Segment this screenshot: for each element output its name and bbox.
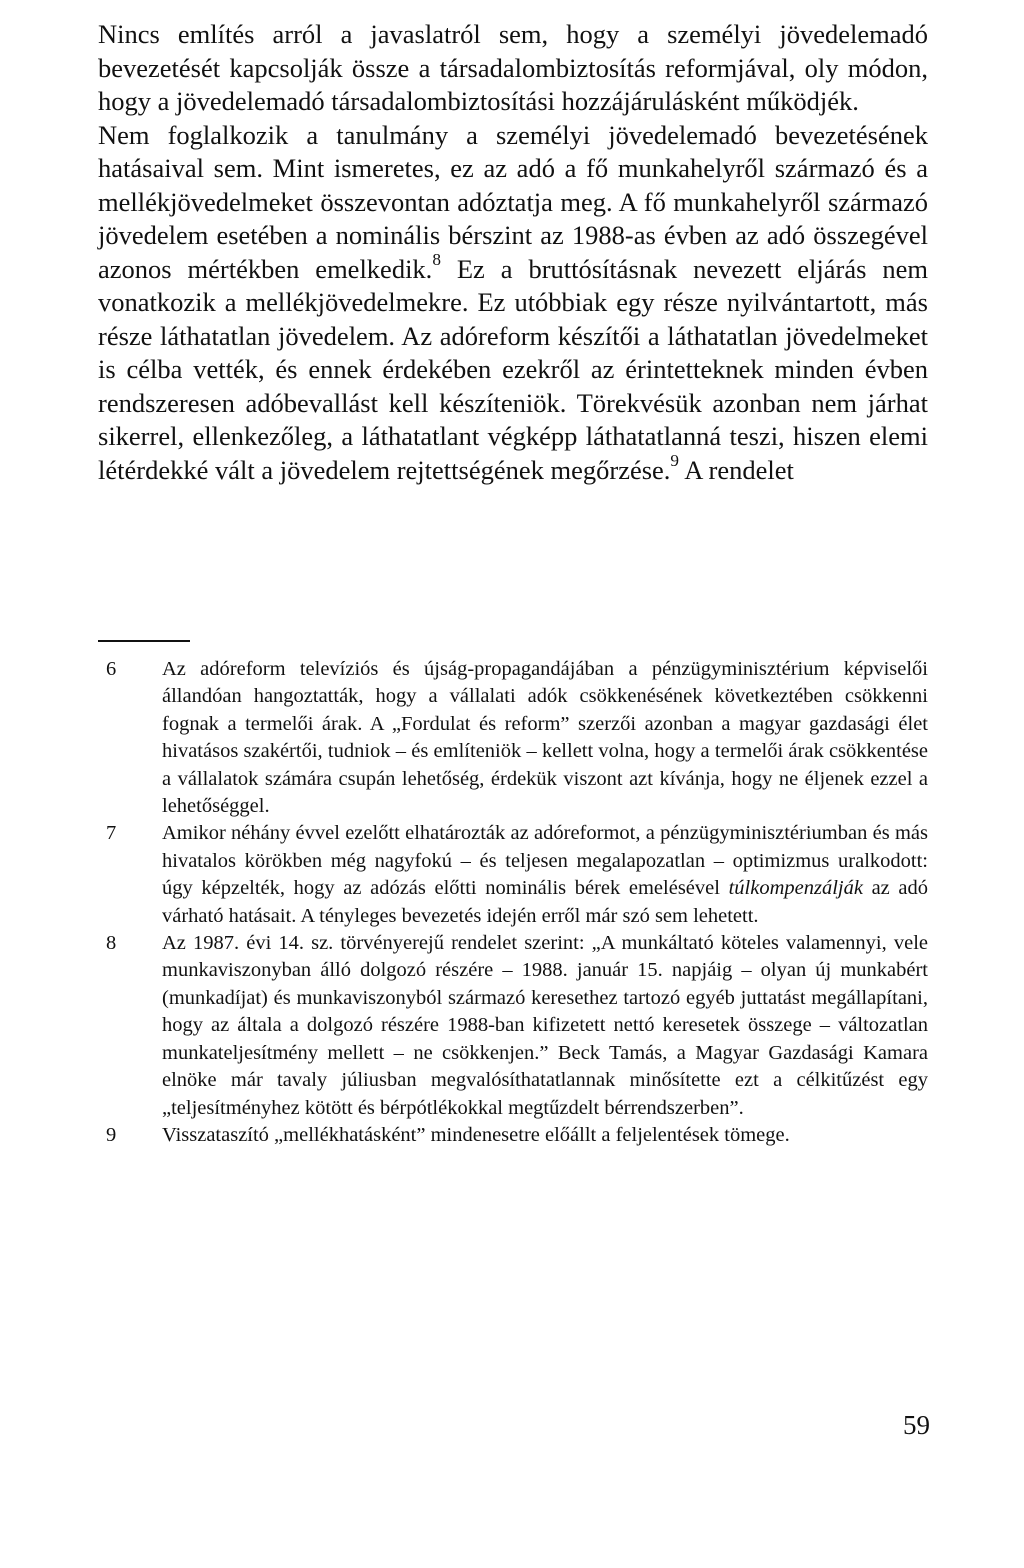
footnote-number: 7	[106, 822, 117, 845]
footnote-number: 8	[106, 932, 117, 955]
footnote-6	[98, 656, 928, 820]
main-text	[98, 18, 928, 487]
footnote-ref-9[interactable]: 9	[670, 451, 680, 471]
paragraph-1: Nincs említés arról a javaslatról sem, hogy a személyi jövedelemadó bevezetését kapcsolják össze a társadalombiztosítás reformjával, oly módon, hogy a jövedelemadó társadalombiztosítási hozzájárulásként működjék.	[98, 19, 928, 116]
page-number: 59	[903, 1410, 930, 1440]
footnote-7	[98, 820, 928, 930]
footnote-number: 6	[106, 658, 117, 680]
footnote-9	[98, 1122, 928, 1149]
footnote-separator	[98, 640, 190, 642]
paragraph-2: Nem foglalkozik a tanulmány a személyi jövedelemadó bevezetésének hatásaival sem. Mint ismeretes, ez az adó a fő munkahelyről származó és a mellékjövedelmeket összevontan adóztatja meg. A fő munkahelyről származó jövedelem esetében a nominális bérszint az 1988-as évben az adó összegével azonos mértékben emelkedik.$^8$ Ez a bruttósításnak nevezett eljárás nem vonatkozik a mellékjövedelmekre. Ez utóbbiak egy része nyilvántartott, más része láthatatlan jövedelem. Az adóreform készítői a láthatatlan jövedelmeket is célba vették, és ennek érdekében ezekről az érintetteknek minden évben rendszeresen adóbevallást kell készíteniök. Törekvésük azonban nem járhat sikerrel, ellenkezőleg, a láthatatlant végképp láthatatlanná teszi, hiszen elemi létérdekké vált a jövedelem rejtettségének megőrzése.$^9$ A rendelet	[98, 119, 929, 485]
footnotes	[98, 656, 928, 1149]
footnote-text: Visszataszító „mellékhatásként” mindenesetre előállt a feljelentések tömege.	[162, 1123, 790, 1146]
footnote-ref-8[interactable]: 8	[432, 250, 441, 270]
footnote-text: Amikor néhány évvel ezelőtt elhatározták az adóreformot, a pénzügyminisztériumban és más hivatalos körökben még nagyfokú – és teljesen megalapozatlan – optimizmus uralkodott: úgy képzelték, hogy az adózás előtti nominális bérek emelésével túlkompenzálják az adó várható hatásait. A tényleges bevezetés idején erről már szó sem lehetett.	[162, 822, 928, 927]
footnote-text: Az 1987. évi 14. sz. törvényerejű rendelet szerint: „A munkáltató köteles valamennyi, vele munkaviszonyban álló dolgozó részére – 1988. január 15. napjáig – olyan új munkabért (munkadíjat) és munkaviszonyból származó keresethez tartozó egyéb juttatást megállapítani, hogy az általa a dolgozó részére 1988-ban kifizetett nettó keresetek összege – változatlan munkateljesítmény mellett – ne csökkenjen.” Beck Tamás, a Magyar Gazdasági Kamara elnöke már tavaly júliusban megvalósíthatatlannak minősítette ezt a célkitűzést egy „teljesítményhez kötött és bérpótlékokkal megtűzdelt bérrendszerben”.	[162, 932, 928, 1119]
footnote-8	[98, 930, 928, 1122]
footnote-number: 9	[106, 1123, 117, 1146]
footnote-text: Az adóreform televíziós és újság-propagandájában a pénzügyminisztérium képviselői állandóan hangoztatták, hogy a vállalati adók csökkenésének következtében csökkenni fognak a termelői árak. A „Fordulat és reform” szerzői azonban a magyar gazdasági élet hivatásos szakértői, tudniok – és említeniök – kellett volna, hogy a termelői árak csökkentése a vállalatok számára csupán lehetőség, érdekük viszont azt kívánja, hogy ne éljenek ezzel a lehetőséggel.	[162, 658, 928, 818]
